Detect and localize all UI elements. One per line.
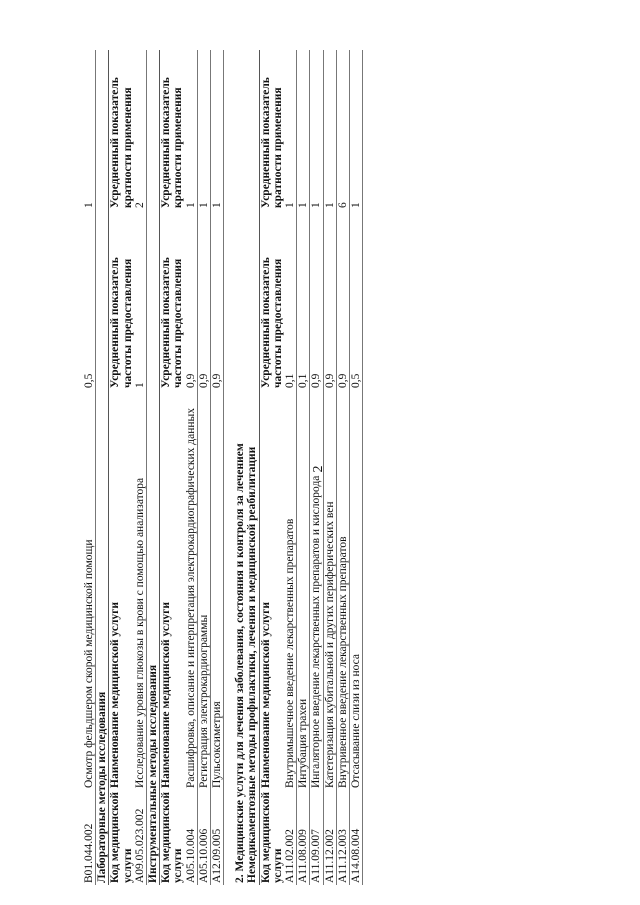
table-row xyxy=(310,50,323,885)
multiplicity-value: 6 xyxy=(336,50,349,210)
header-frequency: Усредненный показатель частоты предоставления xyxy=(109,257,134,388)
frequency-value: 0,9 xyxy=(323,210,336,390)
section-heading: Инструментальные методы исследования xyxy=(147,50,160,885)
service-code: A12.09.005 xyxy=(211,790,224,885)
service-code: A09.05.023.002 xyxy=(134,790,147,885)
table-header-row xyxy=(259,50,284,885)
multiplicity-value: 2 xyxy=(134,50,147,210)
service-code: A05.10.006 xyxy=(197,790,210,885)
multiplicity-value: 1 xyxy=(297,50,310,210)
frequency-value: 0,9 xyxy=(185,210,198,390)
section-heading: Лабораторные методы исследования xyxy=(96,50,109,885)
header-multiplicity: Усредненный показатель кратности применения xyxy=(109,77,134,208)
service-code: A14.08.004 xyxy=(350,790,363,885)
header-frequency: Усредненный показатель частоты предоставления xyxy=(259,257,284,388)
frequency-value: 0,9 xyxy=(197,210,210,390)
multiplicity-value: 1 xyxy=(323,50,336,210)
header-code: Код медицинской услуги xyxy=(109,792,134,883)
medical-services-table xyxy=(83,50,363,885)
section-heading-row xyxy=(246,50,259,885)
multiplicity-value: 1 xyxy=(310,50,323,210)
table-row xyxy=(83,50,96,885)
service-name: Исследование уровня глюкозы в крови с помощью анализатора xyxy=(134,390,147,790)
service-name: Ингаляторное введение лекарственных препаратов и кислорода xyxy=(310,390,323,790)
table-row xyxy=(284,50,297,885)
header-code: Код медицинской услуги xyxy=(259,792,284,883)
table-row xyxy=(323,50,336,885)
service-name: Пульсоксиметрия xyxy=(211,390,224,790)
service-name: Расшифровка, описание и интерпретация электрокардиографических данных xyxy=(185,390,198,790)
frequency-value: 0,9 xyxy=(310,210,323,390)
service-name: Внутривенное введение лекарственных препаратов xyxy=(336,390,349,790)
section-heading: Немедикаментозные методы профилактики, лечения и медицинской реабилитации xyxy=(246,50,259,885)
multiplicity-value: 1 xyxy=(197,50,210,210)
service-code: A11.08.009 xyxy=(297,790,310,885)
header-multiplicity: Усредненный показатель кратности применения xyxy=(259,77,284,208)
table-header-row xyxy=(109,50,134,885)
service-code: A11.02.002 xyxy=(284,790,297,885)
section-heading-row xyxy=(96,50,109,885)
multiplicity-value: 1 xyxy=(211,50,224,210)
multiplicity-value: 1 xyxy=(284,50,297,210)
service-code: A11.09.007 xyxy=(310,790,323,885)
table-row xyxy=(211,50,224,885)
header-name: Наименование медицинской услуги xyxy=(109,601,122,788)
header-code: Код медицинской услуги xyxy=(160,792,185,883)
header-multiplicity: Усредненный показатель кратности применения xyxy=(160,77,185,208)
table-row xyxy=(297,50,310,885)
frequency-value: 1 xyxy=(134,210,147,390)
multiplicity-value: 1 xyxy=(83,50,96,210)
table-row xyxy=(197,50,210,885)
service-name: Регистрация электрокардиограммы xyxy=(197,390,210,790)
section-title-row xyxy=(230,50,246,885)
multiplicity-value: 1 xyxy=(350,50,363,210)
service-name: Внутримышечное введение лекарственных препаратов xyxy=(284,390,297,790)
table-header-row xyxy=(160,50,185,885)
table-row xyxy=(350,50,363,885)
service-code: A05.10.004 xyxy=(185,790,198,885)
service-name: Интубация трахеи xyxy=(297,390,310,790)
service-name: Отсасывание слизи из носа xyxy=(350,390,363,790)
frequency-value: 0,1 xyxy=(284,210,297,390)
table-row xyxy=(134,50,147,885)
multiplicity-value: 1 xyxy=(185,50,198,210)
frequency-value: 0,9 xyxy=(336,210,349,390)
page-number: 2 xyxy=(311,465,326,473)
service-code: B01.044.002 xyxy=(83,790,96,885)
frequency-value: 0,5 xyxy=(83,210,96,390)
service-name: Осмотр фельдшером скорой медицинской помощи xyxy=(83,390,96,790)
section-title: 2. Медицинские услуги для лечения заболевания, состояния и контроля за лечением xyxy=(234,443,247,883)
service-code: A11.12.003 xyxy=(336,790,349,885)
table-row xyxy=(185,50,198,885)
header-name: Наименование медицинской услуги xyxy=(160,601,173,788)
header-name: Наименование медицинской услуги xyxy=(259,601,272,788)
frequency-value: 0,9 xyxy=(211,210,224,390)
document-body xyxy=(83,50,363,885)
service-code: A11.12.002 xyxy=(323,790,336,885)
frequency-value: 0,1 xyxy=(297,210,310,390)
frequency-value: 0,5 xyxy=(350,210,363,390)
section-heading-row xyxy=(147,50,160,885)
header-frequency: Усредненный показатель частоты предоставления xyxy=(160,257,185,388)
service-name: Катетеризация кубитальной и других периферических вен xyxy=(323,390,336,790)
table-row xyxy=(336,50,349,885)
